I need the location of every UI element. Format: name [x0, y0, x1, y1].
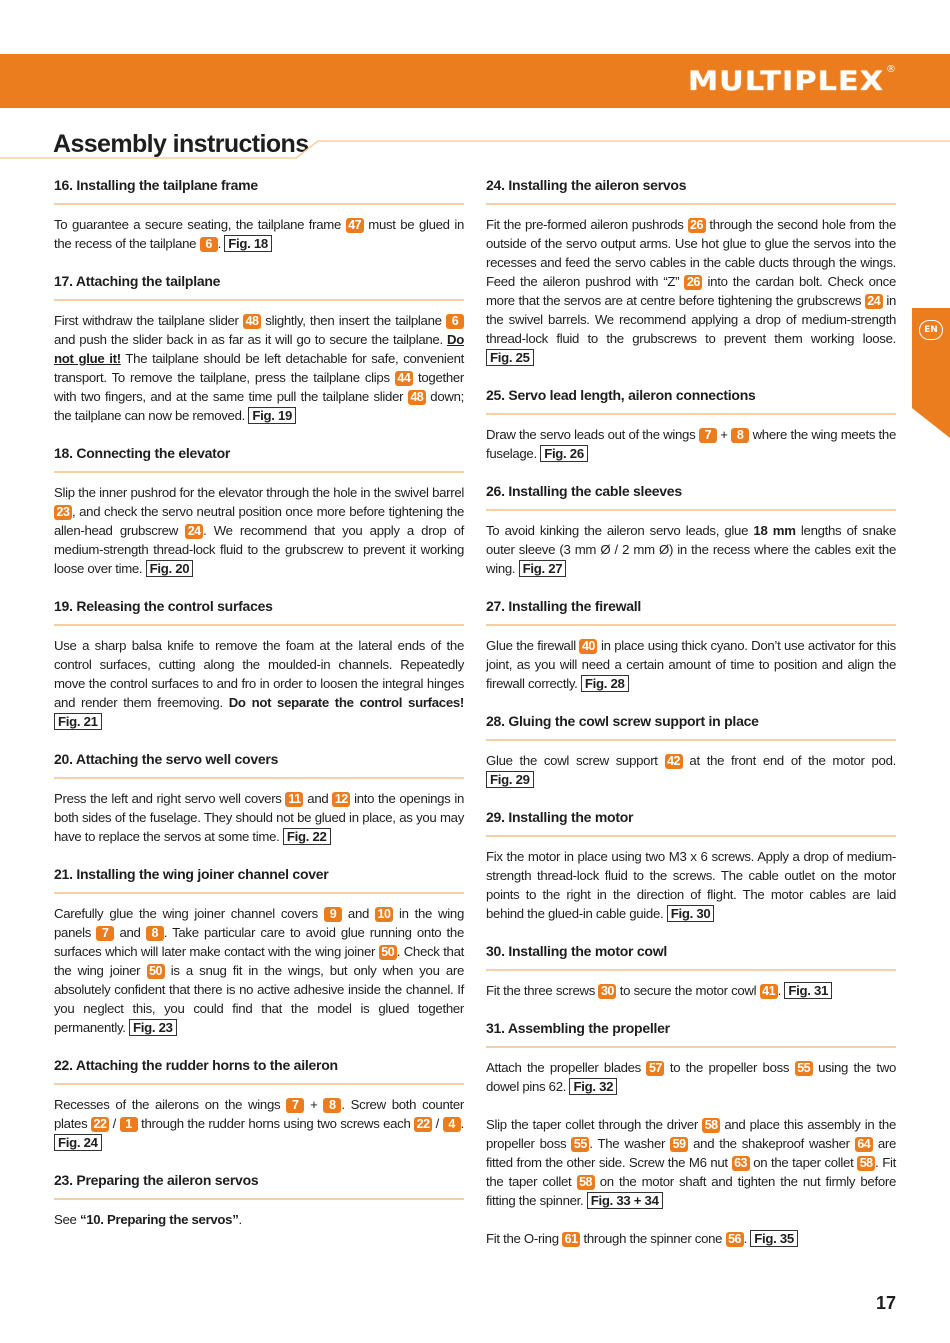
- figure-reference: Fig. 28: [581, 675, 629, 692]
- part-number-badge: 42: [665, 754, 683, 769]
- figure-reference: Fig. 22: [283, 828, 331, 845]
- part-number-badge: 6: [200, 237, 218, 252]
- section-heading: 30. Installing the motor cowl: [486, 942, 896, 971]
- part-number-badge: 48: [408, 390, 426, 405]
- figure-reference: Fig. 27: [519, 560, 567, 577]
- part-number-badge: 26: [688, 218, 706, 233]
- part-number-badge: 24: [185, 524, 203, 539]
- section-heading: 21. Installing the wing joiner channel cover: [54, 865, 464, 894]
- figure-reference: Fig. 23: [129, 1019, 177, 1036]
- instruction-section: [54, 1171, 464, 1229]
- part-number-badge: 1: [120, 1117, 138, 1132]
- part-number-badge: 57: [646, 1061, 664, 1076]
- page-title: Assembly instructions: [53, 130, 309, 158]
- instruction-section: [54, 444, 464, 578]
- part-number-badge: 9: [324, 907, 342, 922]
- section-paragraph: Slip the inner pushrod for the elevator through the hole in the swivel barrel 23 , and check the servo neutral position once more before tightening the allen-head grubscrew 24 . We recommend that you apply a drop of medium-strength thread-lock fluid to the grubscrew to prevent it working loose over time. Fig. 20: [54, 485, 464, 576]
- section-paragraph: Glue the firewall 40 in place using thick cyano. Don’t use activator for this joint, as you will need a certain amount of time to position and align the firewall correctly. Fig. 28: [486, 638, 896, 691]
- section-paragraph: Fix the motor in place using two M3 x 6 screws. Apply a drop of medium-strength thread-lock fluid to the screws. The cable outlet on the motor points to the right in the direction of flight. The motor cables are laid behind the glued-in cable guide. Fig. 30: [486, 849, 896, 921]
- figure-reference: Fig. 32: [569, 1078, 617, 1095]
- section-heading: 20. Attaching the servo well covers: [54, 750, 464, 779]
- instruction-section: [486, 597, 896, 693]
- emphasis-text: Do not glue it!: [54, 332, 464, 366]
- instruction-section: [54, 750, 464, 846]
- part-number-badge: 58: [702, 1118, 720, 1133]
- instruction-section: [486, 176, 896, 367]
- part-number-badge: 8: [146, 926, 164, 941]
- section-heading: 17. Attaching the tailplane: [54, 272, 464, 301]
- part-number-badge: 50: [379, 945, 397, 960]
- emphasis-text: 18 mm: [753, 523, 796, 538]
- part-number-badge: 12: [332, 792, 350, 807]
- instruction-section: [54, 597, 464, 731]
- brand-logo: MULTIPLEX: [687, 66, 884, 97]
- section-paragraph: Use a sharp balsa knife to remove the foam at the lateral ends of the control surfaces, cutting along the moulded-in channels. Repeatedly move the control surfaces to and fro in order to loosen the integral hinges and render them freemoving. Do not separate the control surfaces! Fig. 21: [54, 638, 464, 729]
- part-number-badge: 7: [286, 1098, 304, 1113]
- part-number-badge: 63: [732, 1156, 750, 1171]
- instruction-section: [54, 865, 464, 1037]
- part-number-badge: 58: [857, 1156, 875, 1171]
- registered-mark: ®: [886, 64, 896, 75]
- instruction-section: [486, 1019, 896, 1248]
- part-number-badge: 50: [147, 964, 165, 979]
- part-number-badge: 8: [731, 428, 749, 443]
- section-heading: 16. Installing the tailplane frame: [54, 176, 464, 205]
- instruction-section: [486, 808, 896, 923]
- part-number-badge: 4: [443, 1117, 461, 1132]
- instruction-section: [486, 942, 896, 1000]
- section-paragraph: Recesses of the ailerons on the wings 7 + 8 . Screw both counter plates 22 / 1 through the rudder horns using two screws each 22 / 4 . Fig. 24: [54, 1097, 465, 1150]
- part-number-badge: 11: [285, 792, 303, 807]
- figure-reference: Fig. 31: [784, 982, 832, 999]
- title-underline: [0, 0, 950, 170]
- part-number-badge: 8: [323, 1098, 341, 1113]
- figure-reference: Fig. 21: [54, 713, 102, 730]
- instruction-section: [486, 482, 896, 578]
- figure-reference: Fig. 19: [248, 407, 296, 424]
- section-heading: 28. Gluing the cowl screw support in place: [486, 712, 896, 741]
- part-number-badge: 55: [795, 1061, 813, 1076]
- part-number-badge: 56: [726, 1232, 744, 1247]
- part-number-badge: 64: [855, 1137, 873, 1152]
- part-number-badge: 61: [562, 1232, 580, 1247]
- page-number: 17: [875, 1293, 896, 1313]
- section-paragraph: Slip the taper collet through the driver 58 and place this assembly in the propeller boss 55 . The washer 59 and the shakeproof washer 64 are fitted from the other side. Screw the M6 nut 63 on the taper collet 58 . Fit the taper collet 58 on the motor shaft and tighten the nut firmly before fitting the spinner. Fig. 33 + 34: [486, 1117, 897, 1208]
- instruction-section: [54, 176, 464, 253]
- part-number-badge: 41: [760, 984, 778, 999]
- figure-reference: Fig. 26: [540, 445, 588, 462]
- part-number-badge: 24: [865, 294, 883, 309]
- part-number-badge: 30: [598, 984, 616, 999]
- section-paragraph: Carefully glue the wing joiner channel covers 9 and 10 in the wing panels 7 and 8 . Take particular care to avoid glue running onto the surfaces which will later make contact with the wing joiner 50 . Check that the wing joiner 50 is a snug fit in the wings, but only when you are absolutely confident that there is no active adhesive inside the channel. If you neglect this, you could find that the model is glued together permanently. Fig. 23: [54, 906, 464, 1035]
- emphasis-text: Do not separate the control surfaces!: [228, 695, 464, 710]
- part-number-badge: 59: [670, 1137, 688, 1152]
- figure-reference: Fig. 33 + 34: [587, 1192, 663, 1209]
- part-number-badge: 22: [414, 1117, 432, 1132]
- section-paragraph: Attach the propeller blades 57 to the propeller boss 55 using the two dowel pins 62. Fig. 32: [486, 1060, 896, 1094]
- language-label: EN: [919, 320, 943, 340]
- section-heading: 31. Assembling the propeller: [486, 1019, 896, 1048]
- section-heading: 29. Installing the motor: [486, 808, 896, 837]
- section-heading: 26. Installing the cable sleeves: [486, 482, 896, 511]
- figure-reference: Fig. 30: [667, 905, 715, 922]
- part-number-badge: 48: [243, 314, 261, 329]
- instruction-section: [486, 712, 896, 789]
- section-paragraph: Fit the pre-formed aileron pushrods 26 through the second hole from the outside of the servo output arms. Use hot glue to glue the servos into the recesses and feed the servo cables in the cable ducts through the wings. Feed the aileron pushrod with “Z” 26 into the cardan bolt. Check once more that the servos are at centre before tightening the grubscrews 24 in the swivel barrels. We recommend applying a drop of medium-strength thread-lock fluid to the grubscrews to prevent them working loose. Fig. 25: [486, 217, 896, 365]
- part-number-badge: 22: [91, 1117, 109, 1132]
- part-number-badge: 40: [579, 639, 597, 654]
- section-paragraph: Press the left and right servo well covers 11 and 12 into the openings in both sides of the fuselage. They should not be glued in place, as you may have to replace the servos at some time. Fig. 22: [54, 791, 464, 844]
- part-number-badge: 6: [446, 314, 464, 329]
- part-number-badge: 7: [96, 926, 114, 941]
- part-number-badge: 44: [395, 371, 413, 386]
- section-heading: 22. Attaching the rudder horns to the aileron: [54, 1056, 464, 1085]
- part-number-badge: 55: [571, 1137, 589, 1152]
- section-paragraph: To guarantee a secure seating, the tailplane frame 47 must be glued in the recess of the tailplane 6 . Fig. 18: [54, 217, 464, 251]
- figure-reference: Fig. 24: [54, 1134, 102, 1151]
- figure-reference: Fig. 25: [486, 349, 534, 366]
- section-heading: 27. Installing the firewall: [486, 597, 896, 626]
- left-column: [54, 176, 464, 1248]
- part-number-badge: 10: [375, 907, 393, 922]
- section-paragraph: First withdraw the tailplane slider 48 slightly, then insert the tailplane 6 and push the slider back in as far as it will go to secure the tailplane. Do not glue it! The tailplane should be left detachable for safe, convenient transport. To remove the tailplane, press the tailplane clips 44 together with two fingers, and at the same time pull the tailplane slider 48 down; the tailplane can now be removed. Fig. 19: [54, 313, 464, 423]
- section-heading: 23. Preparing the aileron servos: [54, 1171, 464, 1200]
- section-paragraph: Draw the servo leads out of the wings 7 + 8 where the wing meets the fuselage. Fig. 26: [486, 427, 896, 461]
- section-paragraph: Glue the cowl screw support 42 at the front end of the motor pod. Fig. 29: [486, 753, 896, 787]
- instruction-section: [54, 272, 464, 425]
- emphasis-text: “10. Preparing the servos”: [79, 1212, 239, 1227]
- part-number-badge: 23: [54, 505, 72, 520]
- figure-reference: Fig. 18: [224, 235, 272, 252]
- section-paragraph: To avoid kinking the aileron servo leads, glue 18 mm lengths of snake outer sleeve (3 mm Ø / 2 mm Ø) in the recess where the cables exit the wing. Fig. 27: [486, 523, 896, 576]
- section-heading: 24. Installing the aileron servos: [486, 176, 896, 205]
- section-heading: 19. Releasing the control surfaces: [54, 597, 464, 626]
- instruction-section: [54, 1056, 464, 1152]
- section-paragraph: See “10. Preparing the servos”.: [54, 1212, 242, 1227]
- section-heading: 18. Connecting the elevator: [54, 444, 464, 473]
- part-number-badge: 7: [699, 428, 717, 443]
- part-number-badge: 47: [346, 218, 364, 233]
- right-column: [486, 176, 896, 1267]
- part-number-badge: 58: [577, 1175, 595, 1190]
- part-number-badge: 26: [684, 275, 702, 290]
- section-paragraph: Fit the three screws 30 to secure the motor cowl 41 . Fig. 31: [486, 981, 896, 1000]
- instruction-section: [486, 386, 896, 463]
- section-paragraph: Fit the O-ring 61 through the spinner cone 56 . Fig. 35: [486, 1229, 896, 1248]
- figure-reference: Fig. 35: [750, 1230, 798, 1247]
- figure-reference: Fig. 20: [146, 560, 194, 577]
- section-heading: 25. Servo lead length, aileron connections: [486, 386, 896, 415]
- figure-reference: Fig. 29: [486, 771, 534, 788]
